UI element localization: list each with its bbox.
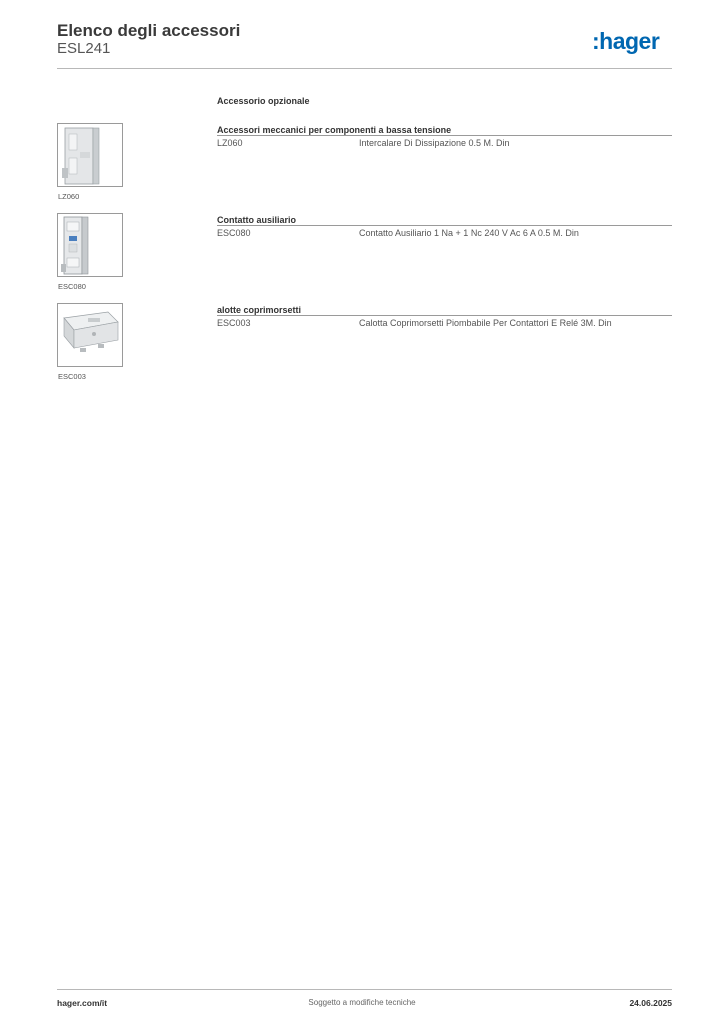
product-thumbnail[interactable] <box>57 213 123 277</box>
product-thumbnail[interactable] <box>57 303 123 367</box>
header-divider <box>57 68 672 69</box>
accessory-description: Intercalare Di Dissipazione 0.5 M. Din <box>359 138 510 148</box>
footer-date: 24.06.2025 <box>629 998 672 1008</box>
accessory-group <box>57 213 672 303</box>
thumbnail-code: ESC003 <box>58 372 86 381</box>
accessory-code[interactable]: LZ060 <box>217 138 243 148</box>
accessory-description: Calotta Coprimorsetti Piombabile Per Contattori E Relé 3M. Din <box>359 318 612 328</box>
thumbnail-code: LZ060 <box>58 192 80 201</box>
footer-website-link[interactable]: hager.com/it <box>57 998 108 1008</box>
group-title: alotte coprimorsetti <box>217 305 302 315</box>
product-thumbnail[interactable] <box>57 123 123 187</box>
group-title: Accessori meccanici per componenti a bassa tensione <box>217 125 452 135</box>
accessory-code[interactable]: ESC003 <box>217 318 251 328</box>
accessory-code[interactable]: ESC080 <box>217 228 251 238</box>
auxiliary-contact-image <box>58 214 122 276</box>
terminal-cover-image <box>58 304 122 366</box>
group-title: Contatto ausiliario <box>217 215 297 225</box>
footer-divider <box>57 989 672 990</box>
footer-notice: Soggetto a modifiche tecniche <box>308 998 416 1007</box>
spacer-module-image <box>58 124 122 186</box>
group-divider <box>217 135 672 136</box>
product-code-subtitle: ESL241 <box>57 40 111 57</box>
group-divider <box>217 315 672 316</box>
group-divider <box>217 225 672 226</box>
accessory-description: Contatto Ausiliario 1 Na + 1 Nc 240 V Ac 6 A 0.5 M. Din <box>359 228 579 238</box>
page-title: Elenco degli accessori <box>57 21 241 40</box>
thumbnail-code: ESC080 <box>58 282 86 291</box>
section-heading: Accessorio opzionale <box>217 96 310 106</box>
hager-logo: :hager <box>592 28 660 54</box>
accessory-group <box>57 303 672 393</box>
accessory-group <box>57 123 672 213</box>
